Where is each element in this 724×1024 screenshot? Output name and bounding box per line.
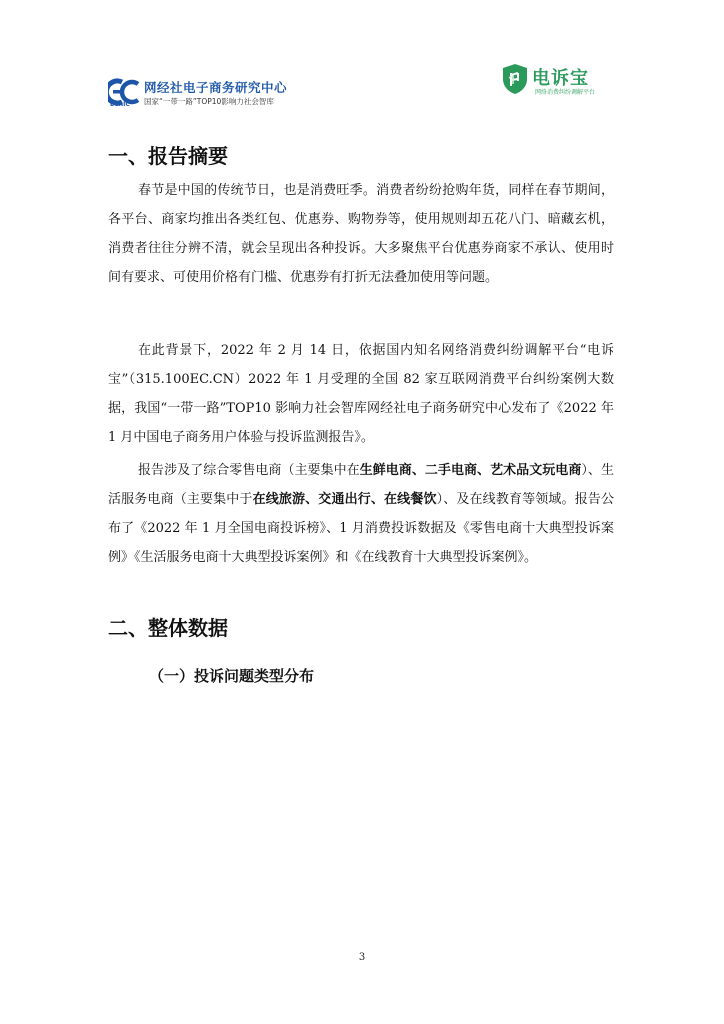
section-heading-summary: 一、报告摘要 — [108, 144, 228, 168]
scope-text-1: 报告涉及了综合零售电商（主要集中在 — [138, 463, 360, 478]
scope-text-3: ）、及在线教育等领域。报告公布了《2022 年 1 月全国电商投诉榜》、1 月消费投诉数据及《零售电商十大典型投诉案例》《生活服务电商十大典型投诉案例》和《在线教育十大典型投诉案例》。 — [108, 492, 614, 565]
section-heading-overall-data: 二、整体数据 — [108, 616, 228, 640]
paragraph-scope — [108, 456, 614, 572]
page-number: 3 — [358, 952, 366, 963]
paragraph-background: 在此背景下，2022 年 2 月 14 日，依据国内知名网络消费纠纷调解平台“电诉宝”（315.100EC.CN）2022 年 1 月受理的全国 82 家互联网消费平台纠纷案例大数据，我国“一带一路”TOP10 影响力社会智库网经社电子商务研究中心发布了《2022 年 1 月中国电子商务用户体验与投诉监测报告》。 — [108, 343, 614, 445]
brand-header — [500, 62, 610, 102]
scope-bold-retail: 生鲜电商、二手电商、艺术品文玩电商 — [359, 463, 582, 478]
org-tagline: 国家“一带一路”TOP10影响力社会智库 — [144, 97, 274, 106]
scope-text-2: ）、生活服务电商（主要集中于 — [108, 463, 614, 507]
paragraph-intro: 春节是中国的传统节日，也是消费旺季。消费者纷纷抢购年货，同样在春节期间，各平台、商家均推出各类红包、优惠券、购物券等，使用规则却五花八门、暗藏玄机，消费者往往分辨不清，就会呈现出各种投诉。大多聚焦平台优惠券商家不承认、使用时间有要求、可使用价格有门槛、优惠券有打折无法叠加使用等问题。 — [108, 183, 614, 285]
org-name: 网经社电子商务研究中心 — [144, 80, 288, 95]
subheading-complaint-types: （一）投诉问题类型分布 — [149, 667, 315, 685]
org-header — [108, 78, 308, 110]
brand-name: 电诉宝 — [532, 68, 589, 89]
scope-bold-services: 在线旅游、交通出行、在线餐饮 — [252, 492, 437, 507]
brand-tagline: 网络消费纠纷调解平台 — [535, 89, 596, 96]
shield-icon — [500, 62, 530, 96]
org-logo-caption: ECRIC — [110, 101, 130, 108]
